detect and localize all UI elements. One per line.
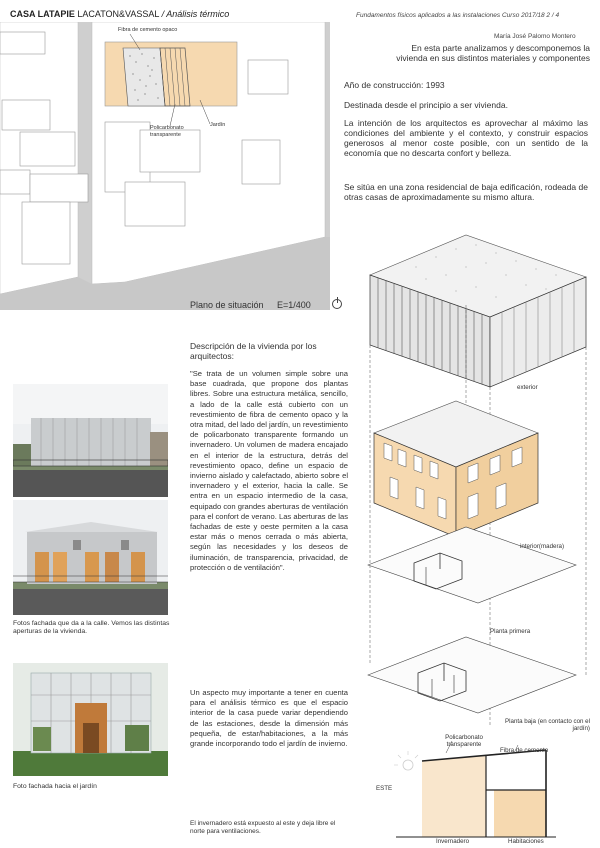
description-quote: "Se trata de un volumen simple sobre una base cuadrada, que propone dos plantas libres. Sobre una estructura metálica, sencillo, a lado de la calle está cubierto con un revestimiento de fibra de cemento opaco y la otra mitad, del lado del jardín, un revestimiento de policarbonato transparente formando un invernadero. Un volumen de madera encajado en el interior de la estructura, detrás del revestimiento opaco, define un espacio de invierno aislado y calefactado, abierto sobre el invernadero y el exterior, hacia la calle. Se entra en un espacio intermedio de la casa, equipado con grandes aberturas de ventilación para el confort de verano. Las aberturas de las fachadas de este y oeste permiten a la casa estar más o menos cerrada o más abierta, según las necesidades y los deseos de iluminación, de transparencia, privacidad, de protección o de ventilación".	[190, 369, 348, 572]
author-name: María José Palomo Montero	[494, 33, 576, 40]
page-title: CASA LATAPIE LACATON&VASSAL / Análisis térmico	[10, 9, 230, 19]
map-label-cement: Fibra de cemento opaco	[118, 27, 178, 33]
section-label-cement: Fibra de cemento	[500, 747, 549, 754]
axo-label-first-floor: Planta primera	[490, 628, 531, 635]
axo-label-ground-floor: Planta baja (en contacto con el jardín)	[505, 718, 590, 733]
orientation-note: El invernadero está expuesto al este y deja libre el norte para ventilaciones.	[190, 820, 336, 835]
photo-street-facade-open	[13, 500, 168, 615]
title-architects: LACATON&VASSAL	[77, 9, 160, 19]
site-map	[0, 22, 330, 310]
exploded-axonometric	[356, 205, 600, 848]
destination-text: Destinada desde el principio a ser vivienda.	[344, 100, 508, 110]
axo-label-interior: interior(madera)	[520, 543, 565, 550]
situation-paragraph: Se sitúa en una zona residencial de baja edificación, rodeada de otras casas de aproximadamente su mismo altura.	[344, 182, 588, 202]
description-title: Descripción de la vivienda por los arquitectos:	[190, 341, 317, 361]
intro-lead: En esta parte analizamos y descomponemos la vivienda en sus distintos materiales y componentes	[396, 43, 590, 63]
photo-caption-garden: Foto fachada hacia el jardín	[13, 783, 97, 790]
photo-garden-facade	[13, 663, 168, 776]
thermal-aspect-paragraph: Un aspecto muy importante a tener en cuenta para el análisis térmico es que el espacio interior de la casa puede variar dependiendo de las estaciones, desde la dimensión más pequeña, de estar/habitaciones, a la más grande incorporando todo el jardín de invierno.	[190, 688, 348, 749]
section-label-greenhouse: Invernadero	[436, 838, 470, 845]
map-label-garden: Jardín	[210, 122, 226, 128]
map-label-poly: Policarbonato transparente	[150, 125, 184, 138]
photo-street-facade	[13, 384, 168, 497]
photo-caption-street: Fotos fachada que da a la calle. Vemos las distintas aperturas de la vivienda.	[13, 620, 170, 636]
section-label-rooms: Habitaciones	[508, 838, 544, 845]
section-label-sun: ESTE	[376, 785, 393, 792]
construction-year: Año de construcción: 1993	[344, 80, 445, 90]
title-subject: Análisis térmico	[166, 9, 230, 19]
intent-paragraph: La intención de los arquitectos es aprovechar al máximo las condiciones del ambiente y el contexto, y construir espacios generosos al menor coste posible, con un sentido de la economía que no descarta confort y belleza.	[344, 118, 588, 158]
north-arrow-icon	[332, 299, 342, 309]
site-plan-label: Plano de situación	[190, 300, 264, 310]
axo-label-exterior: exterior	[517, 384, 538, 391]
site-plan-scale: E=1/400	[277, 300, 311, 310]
section-label-poly: Policarbonato transparente	[445, 734, 483, 749]
course-info: Fundamentos físicos aplicados a las instalaciones Curso 2017/18 2 / 4	[356, 12, 560, 19]
title-project: CASA LATAPIE	[10, 9, 75, 19]
